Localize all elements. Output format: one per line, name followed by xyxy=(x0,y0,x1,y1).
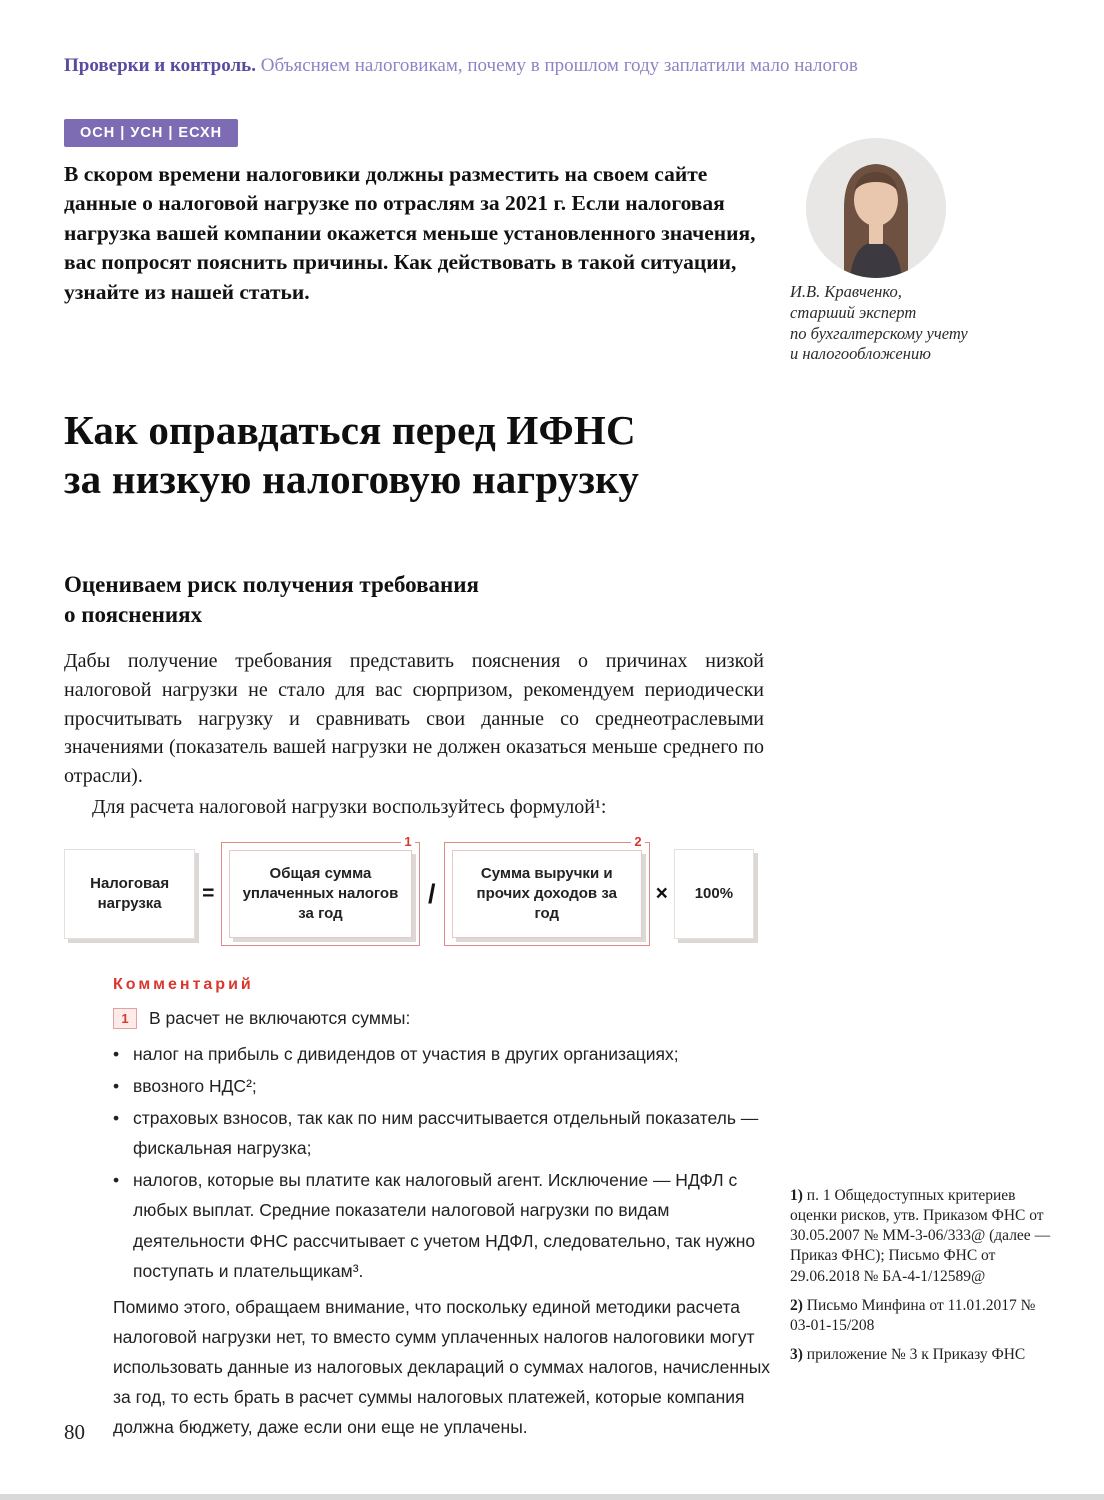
page-bottom-edge xyxy=(0,1494,1104,1500)
list-item-text: страховых взносов, так как по ним рассчитывается отдельный показатель — фискальная нагрузка; xyxy=(133,1108,759,1159)
footnote-text: приложение № 3 к Приказу ФНС xyxy=(802,1345,1026,1363)
divide-operator: / xyxy=(427,878,436,909)
author-photo-illustration xyxy=(806,138,946,278)
article-title-line1: Как оправдаться перед ИФНС xyxy=(64,407,636,453)
bullet-icon: • xyxy=(113,1170,120,1191)
author-role-line: по бухгалтерскому учету xyxy=(790,323,968,343)
bullet-icon: • xyxy=(113,1108,120,1129)
author-role-line: старший эксперт xyxy=(790,302,917,322)
formula-box-taxes-paid: Общая сумма уплаченных налогов за год xyxy=(229,850,411,938)
formula-box-100-percent: 100% xyxy=(674,849,754,939)
formula-frame-taxes-paid xyxy=(221,834,419,946)
page-kicker xyxy=(64,55,1074,78)
author-role-line: и налогообложению xyxy=(790,344,931,364)
formula-box-tax-burden: Налоговая нагрузка xyxy=(64,849,195,939)
author-caption xyxy=(790,282,1030,365)
footnote-number: 1) xyxy=(790,1187,803,1204)
kicker-subtitle: Объясняем налоговикам, почему в прошлом году заплатили мало налогов xyxy=(255,55,858,76)
page-number: 80 xyxy=(64,1420,85,1444)
list-item xyxy=(113,1039,771,1069)
footnote-1 xyxy=(790,1186,1052,1287)
rubric-label: Проверки и контроль. xyxy=(64,55,256,76)
commentary-closing-paragraph: Помимо этого, обращаем внимание, что поскольку единой методики расчета налоговой нагрузки нет, то вместо сумм уплаченных налогов налоговики могут использовать данные из налоговых деклараций о суммах налогов, начисленных за год, то есть брать в расчет суммы налоговых платежей, которые компания должна бюджету, даже если они еще не уплачены. xyxy=(113,1296,771,1438)
lead-paragraph: В скором времени налоговики должны разместить на своем сайте данные о налоговой нагрузке по отраслям за 2021 г. Если налоговая нагрузка вашей компании окажется меньше установленного значения, вас попросят пояснить причины. Как действовать в такой ситуации, узнайте из нашей статьи. xyxy=(64,162,756,304)
footnote-number: 2) xyxy=(790,1296,803,1314)
footnote-number: 3) xyxy=(790,1345,803,1363)
footnote-ref-1: 1 xyxy=(401,834,414,849)
list-item xyxy=(113,1103,771,1163)
bullet-icon: • xyxy=(113,1076,120,1097)
article-title xyxy=(64,406,964,504)
commentary-intro xyxy=(113,1008,771,1029)
author-name: И.В. Кравченко, xyxy=(790,282,902,301)
equals-operator: = xyxy=(202,882,215,905)
footnote-ref-2: 2 xyxy=(631,834,644,849)
article-title-line2: за низкую налоговую нагрузку xyxy=(64,456,640,503)
list-item-text: налогов, которые вы платите как налоговый агент. Исключение — НДФЛ с любых выплат. Средние показатели налоговой нагрузки по видам деятельности ФНС рассчитывает с учетом НДФЛ, следовательно, так нужно поступать и плательщикам³. xyxy=(133,1170,756,1281)
body-paragraph-text: Дабы получение требования представить пояснения о причинах низкой налоговой нагрузки не стало для вас сюрпризом, рекомендуем периодически просчитывать нагрузку и сравнивать свои данные со среднеотраслевыми значениями (показатель вашей нагрузки не должен оказаться меньше среднего по отрасли). xyxy=(64,650,764,788)
tax-burden-formula xyxy=(64,834,754,948)
commentary-intro-text: В расчет не включаются суммы: xyxy=(149,1008,411,1028)
footnotes-column xyxy=(790,1186,1052,1374)
list-item-text: ввозного НДС²; xyxy=(133,1076,257,1097)
footnote-text: п. 1 Общедоступных критериев оценки рисков, утв. Приказом ФНС от 30.05.2007 № ММ-3-06/333@ (далее — Приказ ФНС); Письмо ФНС от 29.06.2018 № БА-4-1/12589@ xyxy=(790,1187,1051,1285)
section-heading xyxy=(64,570,764,630)
section-heading-line2: о пояснениях xyxy=(64,601,203,627)
list-item xyxy=(113,1165,771,1285)
bullet-icon: • xyxy=(113,1044,120,1064)
formula-box-revenue: Сумма выручки и прочих доходов за год xyxy=(452,850,642,938)
section-heading-line1: Оцениваем риск получения требования xyxy=(64,572,479,597)
footnote-3 xyxy=(790,1345,1052,1365)
body-paragraph xyxy=(64,647,764,822)
commentary-marker-1: 1 xyxy=(113,1008,137,1029)
commentary-heading: Комментарий xyxy=(113,976,254,993)
list-item-text: налог на прибыль с дивидендов от участия в других организациях; xyxy=(133,1044,679,1064)
tax-regime-badge: ОСН | УСН | ЕСХН xyxy=(64,119,238,147)
commentary-block xyxy=(113,976,771,1442)
multiply-operator: × xyxy=(655,882,668,905)
formula-frame-revenue xyxy=(444,834,650,946)
footnote-text: Письмо Минфина от 11.01.2017 № 03-01-15/208 xyxy=(790,1296,1036,1334)
author-photo xyxy=(806,138,946,278)
list-item xyxy=(113,1071,771,1101)
footnote-2 xyxy=(790,1296,1052,1336)
commentary-list xyxy=(113,1039,771,1286)
formula-intro-text: Для расчета налоговой нагрузки воспользуйтесь формулой¹: xyxy=(92,795,607,818)
